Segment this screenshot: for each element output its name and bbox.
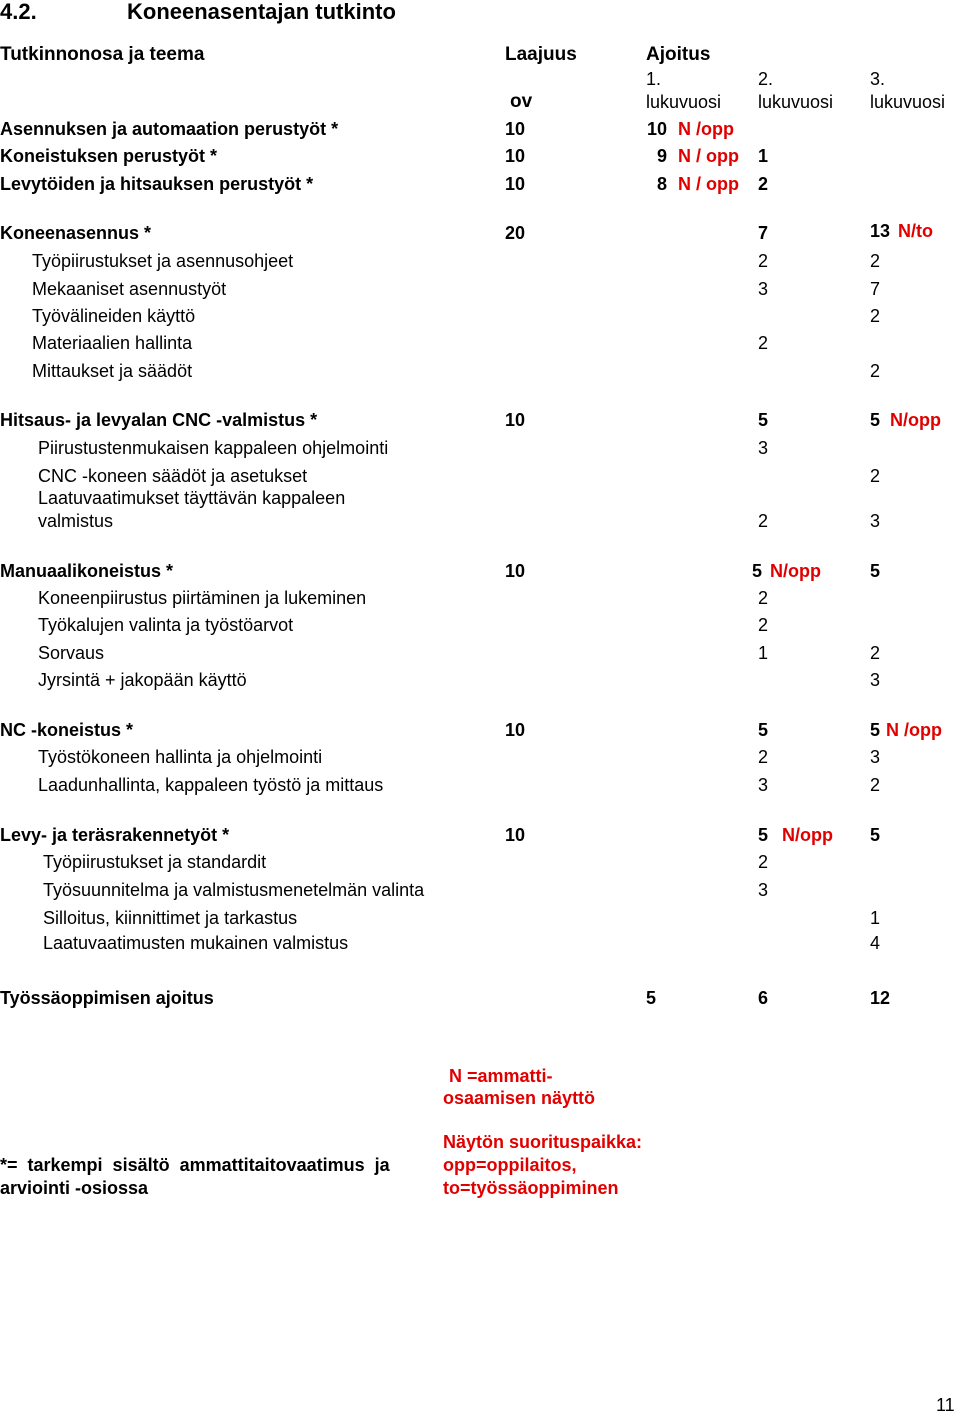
item-name: Mittaukset ja säädöt xyxy=(32,361,193,381)
item-name: Työpiirustukset ja standardit xyxy=(43,852,267,872)
header-year2-label: lukuvuosi xyxy=(758,92,834,112)
item-y2: 3 xyxy=(758,880,769,900)
item-name-line1: Laatuvaatimukset täyttävän kappaleen xyxy=(38,488,346,508)
group-nc-y3-n: N /opp xyxy=(886,720,942,740)
item-name: Materiaalien hallinta xyxy=(32,333,193,353)
header-year3-num: 3. xyxy=(870,69,886,89)
group-levy-name: Levy- ja teräsrakennetyöt * xyxy=(0,825,230,845)
group-hitsaus-y2: 5 xyxy=(758,410,769,430)
group-hitsaus-name: Hitsaus- ja levyalan CNC -valmistus * xyxy=(0,410,318,430)
legend-star-line1: *= tarkempi sisältö ammattitaitovaatimus ja xyxy=(0,1155,390,1175)
item-y3: 7 xyxy=(870,279,881,299)
item-name: Jyrsintä + jakopään käyttö xyxy=(38,670,247,690)
header-year3-label: lukuvuosi xyxy=(870,92,946,112)
row-basic-y1: 8 xyxy=(656,174,667,194)
item-name: Työpiirustukset ja asennusohjeet xyxy=(32,251,294,271)
item-y2: 2 xyxy=(758,251,769,271)
group-koneenasennus-name: Koneenasennus * xyxy=(0,223,152,243)
header-timing: Ajoitus xyxy=(646,44,711,65)
item-y3: 3 xyxy=(870,670,881,690)
item-y2: 2 xyxy=(758,747,769,767)
tyossaoppiminen-y2: 6 xyxy=(758,988,769,1008)
item-name: Laadunhallinta, kappaleen työstö ja mittaus xyxy=(38,775,384,795)
group-koneenasennus-ov: 20 xyxy=(505,223,526,243)
tyossaoppiminen-y1: 5 xyxy=(646,988,657,1008)
group-nc-name: NC -koneistus * xyxy=(0,720,134,740)
item-y3: 3 xyxy=(870,511,881,531)
group-nc-y3: 5 xyxy=(870,720,881,740)
item-y2: 2 xyxy=(758,333,769,353)
group-manuaali-y2: 5 xyxy=(752,561,763,581)
group-koneenasennus-y2: 7 xyxy=(758,223,769,243)
group-manuaali-name: Manuaalikoneistus * xyxy=(0,561,174,581)
row-basic-ov: 10 xyxy=(505,146,526,166)
item-name: Työstökoneen hallinta ja ohjelmointi xyxy=(38,747,323,767)
item-name: Mekaaniset asennustyöt xyxy=(32,279,227,299)
legend-n-line1: N =ammatti- xyxy=(449,1066,553,1086)
item-y3: 3 xyxy=(870,747,881,767)
header-name: Tutkinnonosa ja teema xyxy=(0,44,205,65)
group-hitsaus-ov: 10 xyxy=(505,410,526,430)
group-koneenasennus-y3: 13 xyxy=(870,221,891,241)
group-hitsaus-y3-n: N/opp xyxy=(890,410,941,430)
item-name: Piirustustenmukaisen kappaleen ohjelmointi xyxy=(38,438,389,458)
group-levy-y3: 5 xyxy=(870,825,881,845)
header-scope-unit: ov xyxy=(510,91,533,112)
item-y3: 2 xyxy=(870,466,881,486)
item-name: Koneenpiirustus piirtäminen ja lukeminen xyxy=(38,588,367,608)
item-y3: 4 xyxy=(870,933,881,953)
group-levy-y2-n: N/opp xyxy=(782,825,833,845)
item-name: Laatuvaatimusten mukainen valmistus xyxy=(43,933,349,953)
row-basic-y2: 2 xyxy=(758,174,769,194)
item-name: Työsuunnitelma ja valmistusmenetelmän valinta xyxy=(43,880,425,900)
item-name: Silloitus, kiinnittimet ja tarkastus xyxy=(43,908,298,928)
item-y3: 2 xyxy=(870,306,881,326)
item-y2: 2 xyxy=(758,588,769,608)
section-number: 4.2. xyxy=(0,0,37,24)
item-y2: 2 xyxy=(758,615,769,635)
group-hitsaus-y3: 5 xyxy=(870,410,881,430)
group-nc-ov: 10 xyxy=(505,720,526,740)
tyossaoppiminen-name: Työssäoppimisen ajoitus xyxy=(0,988,214,1008)
item-name: Työvälineiden käyttö xyxy=(32,306,196,326)
item-name: Työkalujen valinta ja työstöarvot xyxy=(38,615,294,635)
row-basic-name: Asennuksen ja automaation perustyöt * xyxy=(0,119,339,139)
row-basic-ov: 10 xyxy=(505,174,526,194)
row-basic-y1: 10 xyxy=(646,119,667,139)
header-year2-num: 2. xyxy=(758,69,774,89)
page-number: 11 xyxy=(936,1395,955,1415)
header-year1-label: lukuvuosi xyxy=(646,92,722,112)
item-y3: 2 xyxy=(870,251,881,271)
row-basic-y1-n: N /opp xyxy=(678,119,734,139)
group-koneenasennus-y3-n: N/to xyxy=(898,221,933,241)
legend-place-line3: to=työssäoppiminen xyxy=(443,1178,619,1198)
item-y3: 2 xyxy=(870,361,881,381)
tyossaoppiminen-y3: 12 xyxy=(870,988,891,1008)
item-name: CNC -koneen säädöt ja asetukset xyxy=(38,466,308,486)
group-nc-y2: 5 xyxy=(758,720,769,740)
legend-star-line2: arviointi -osiossa xyxy=(0,1178,149,1198)
legend-n-line2: osaamisen näyttö xyxy=(443,1088,596,1108)
legend-place-line2: opp=oppilaitos, xyxy=(443,1155,577,1175)
group-levy-ov: 10 xyxy=(505,825,526,845)
header-scope: Laajuus xyxy=(505,44,577,65)
legend-place-line1: Näytön suorituspaikka: xyxy=(443,1132,643,1152)
item-name: Sorvaus xyxy=(38,643,105,663)
item-y2: 1 xyxy=(758,643,769,663)
item-name-line2: valmistus xyxy=(38,511,114,531)
item-y2: 2 xyxy=(758,511,769,531)
item-y2: 2 xyxy=(758,852,769,872)
group-manuaali-y3: 5 xyxy=(870,561,881,581)
row-basic-y1-n: N / opp xyxy=(678,174,739,194)
item-y3: 2 xyxy=(870,643,881,663)
item-y3: 2 xyxy=(870,775,881,795)
row-basic-y2: 1 xyxy=(758,146,769,166)
row-basic-ov: 10 xyxy=(505,119,526,139)
row-basic-y1: 9 xyxy=(656,146,667,166)
header-year1-num: 1. xyxy=(646,69,662,89)
row-basic-name: Levytöiden ja hitsauksen perustyöt * xyxy=(0,174,314,194)
group-manuaali-ov: 10 xyxy=(505,561,526,581)
page-title: Koneenasentajan tutkinto xyxy=(127,0,396,24)
item-y2: 3 xyxy=(758,438,769,458)
item-y2: 3 xyxy=(758,279,769,299)
row-basic-y1-n: N / opp xyxy=(678,146,739,166)
row-basic-name: Koneistuksen perustyöt * xyxy=(0,146,218,166)
group-manuaali-y2-n: N/opp xyxy=(770,561,821,581)
group-levy-y2: 5 xyxy=(758,825,769,845)
item-y2: 3 xyxy=(758,775,769,795)
item-y3: 1 xyxy=(870,908,881,928)
